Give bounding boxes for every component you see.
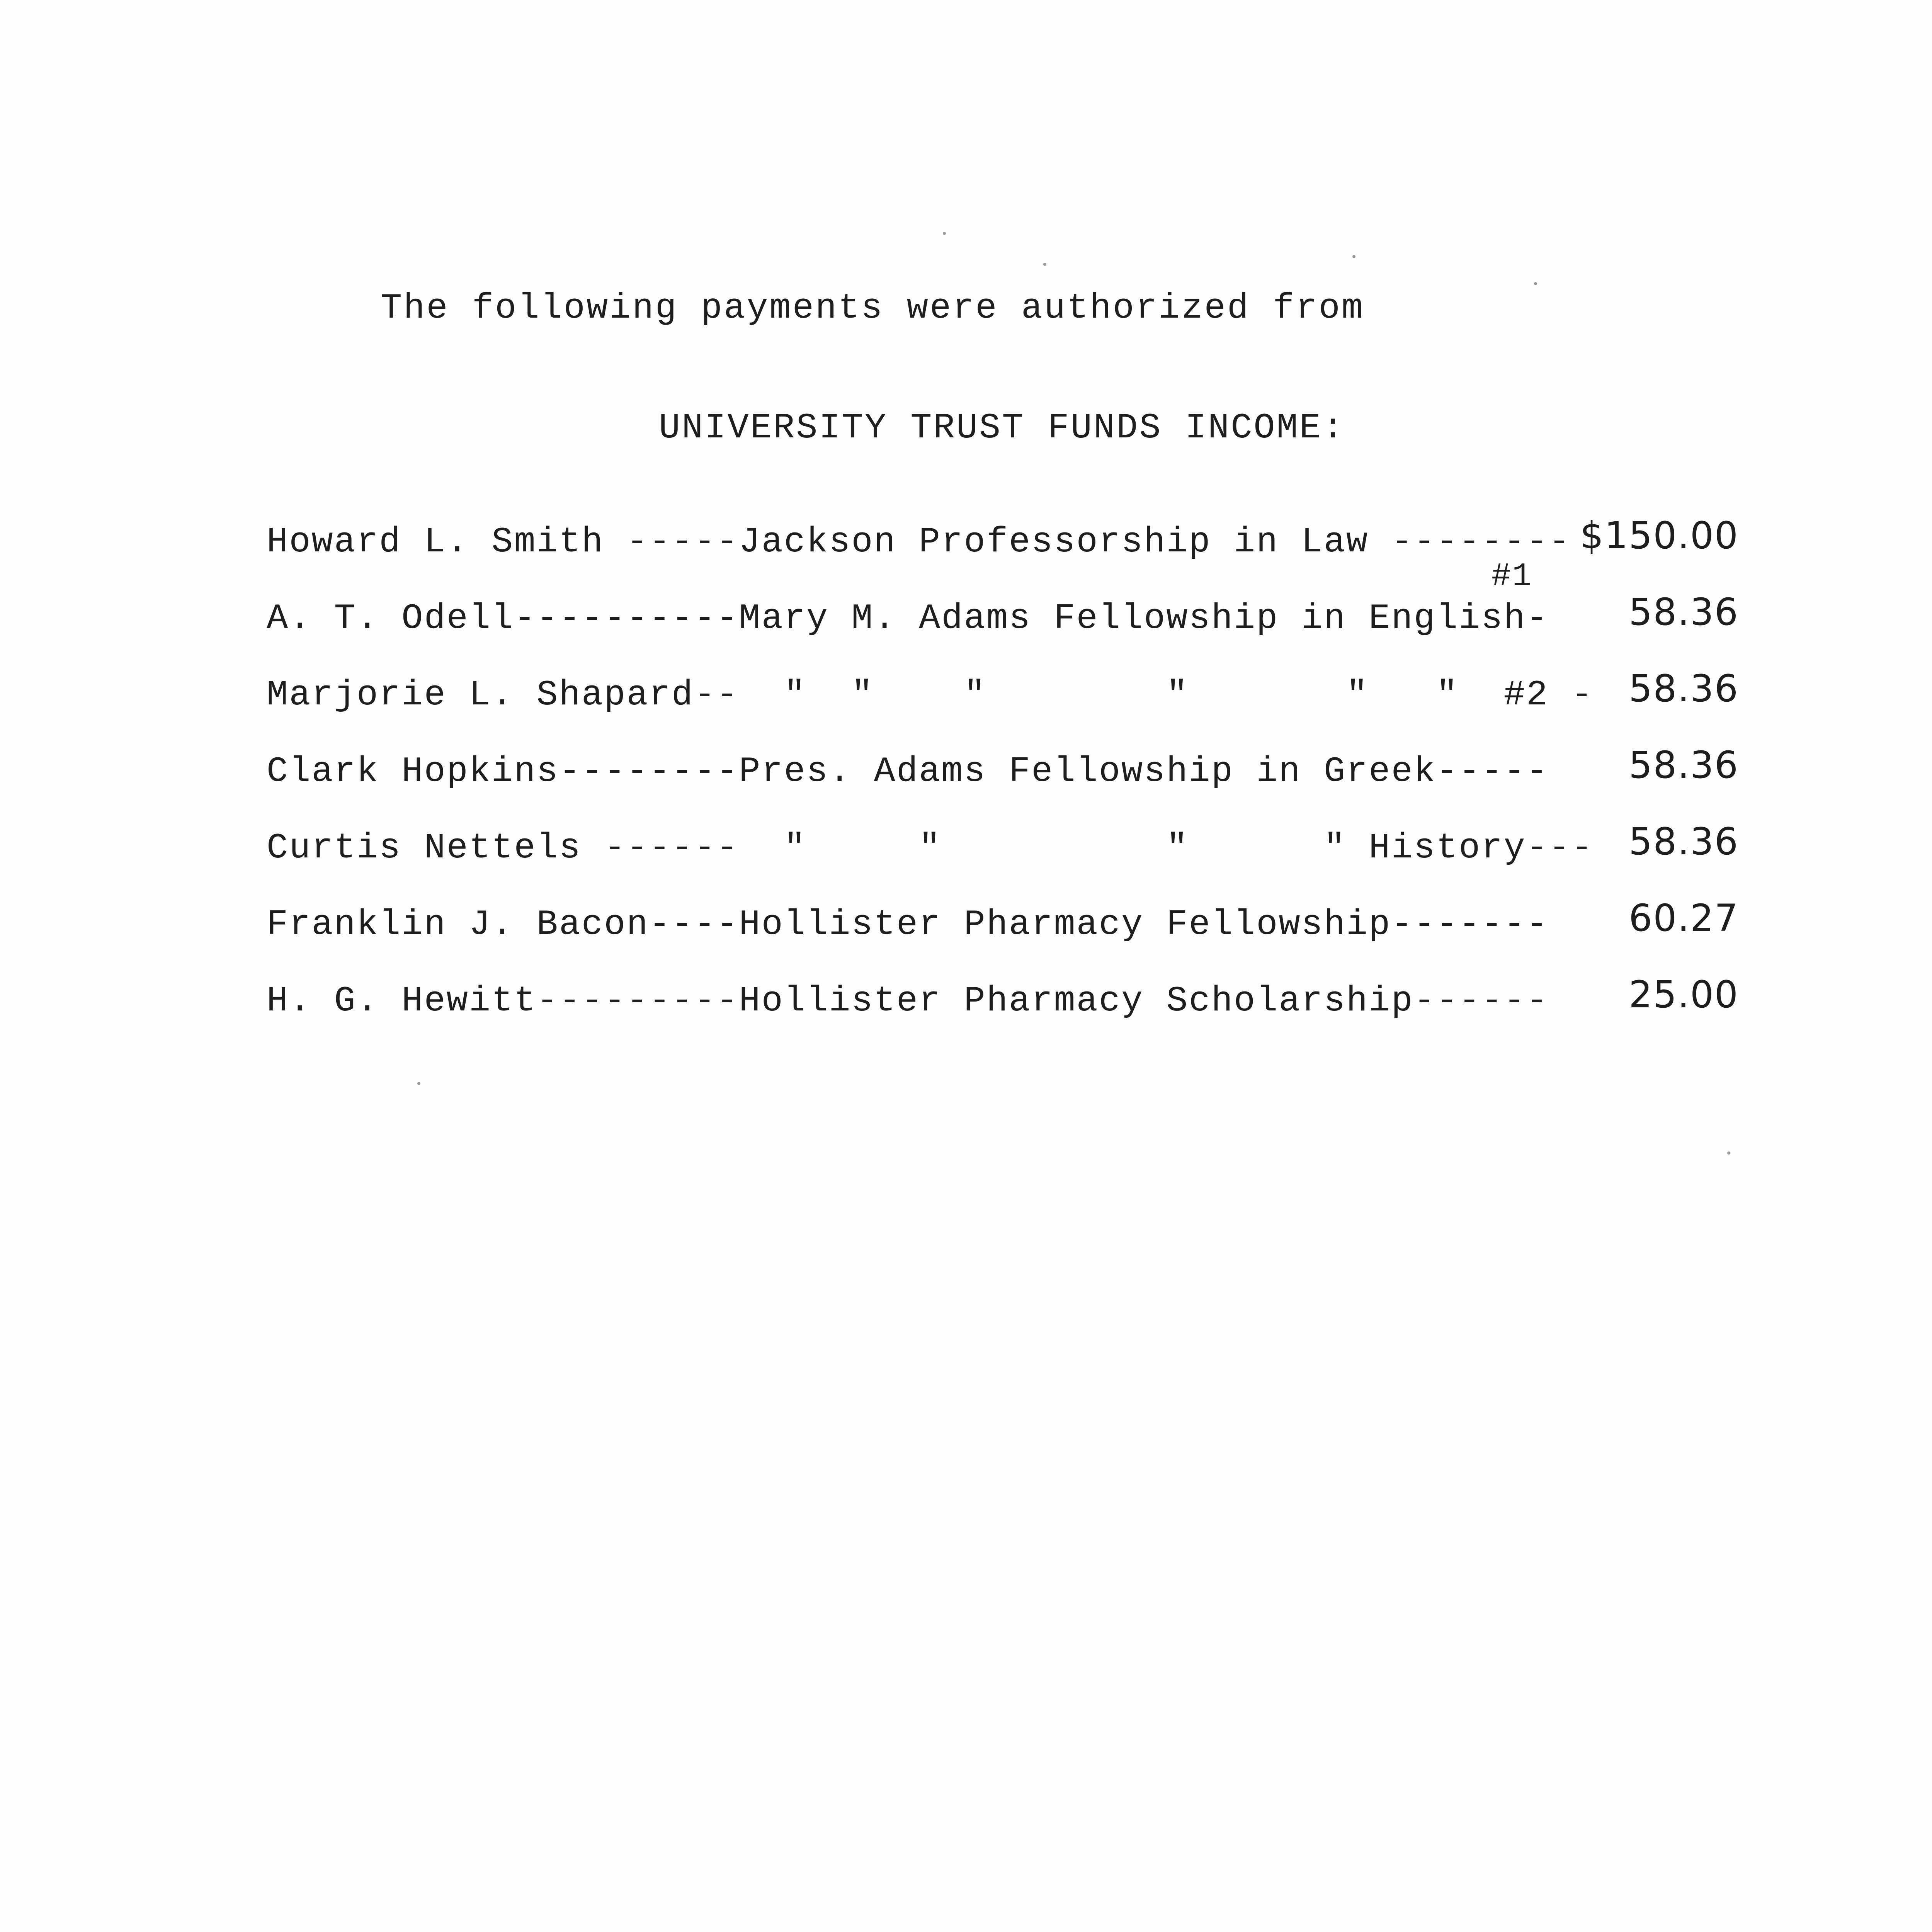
payment-description: Franklin J. Bacon----Hollister Pharmacy Fellowship------- [267,904,1549,945]
intro-text: The following payments were authorized from [381,288,1364,328]
payment-entry [267,514,1754,595]
payment-entry [267,743,1754,820]
payment-amount: 58.36 [1629,743,1739,787]
section-heading: UNIVERSITY TRUST FUNDS INCOME: [659,408,1345,448]
payment-entry [267,820,1754,896]
payment-entry [267,590,1754,667]
payment-entry [267,667,1754,743]
payment-description: H. G. Hewitt---------Hollister Pharmacy Scholarship------ [267,981,1549,1021]
payment-entry [267,896,1754,973]
payment-amount: 60.27 [1629,896,1739,940]
payment-amount: 58.36 [1629,667,1739,710]
payment-description: Marjorie L. Shapard-- " " " " " " #2 - [267,675,1594,715]
payment-description: Howard L. Smith -----Jackson Professorship in Law -------- [267,522,1571,562]
fellowship-number-note: #1 [1492,558,1533,595]
payment-list [267,514,1754,1049]
payment-description: Curtis Nettels ------ " " " " History--- [267,828,1594,868]
payment-amount: 58.36 [1629,590,1739,634]
payment-description: A. T. Odell----------Mary M. Adams Fellowship in English- [267,598,1549,639]
payment-amount: $150.00 [1580,514,1739,557]
payment-description: Clark Hopkins--------Pres. Adams Fellowship in Greek----- [267,751,1549,792]
payment-amount: 58.36 [1629,820,1739,863]
payment-amount: 25.00 [1629,973,1739,1016]
payment-entry [267,973,1754,1049]
